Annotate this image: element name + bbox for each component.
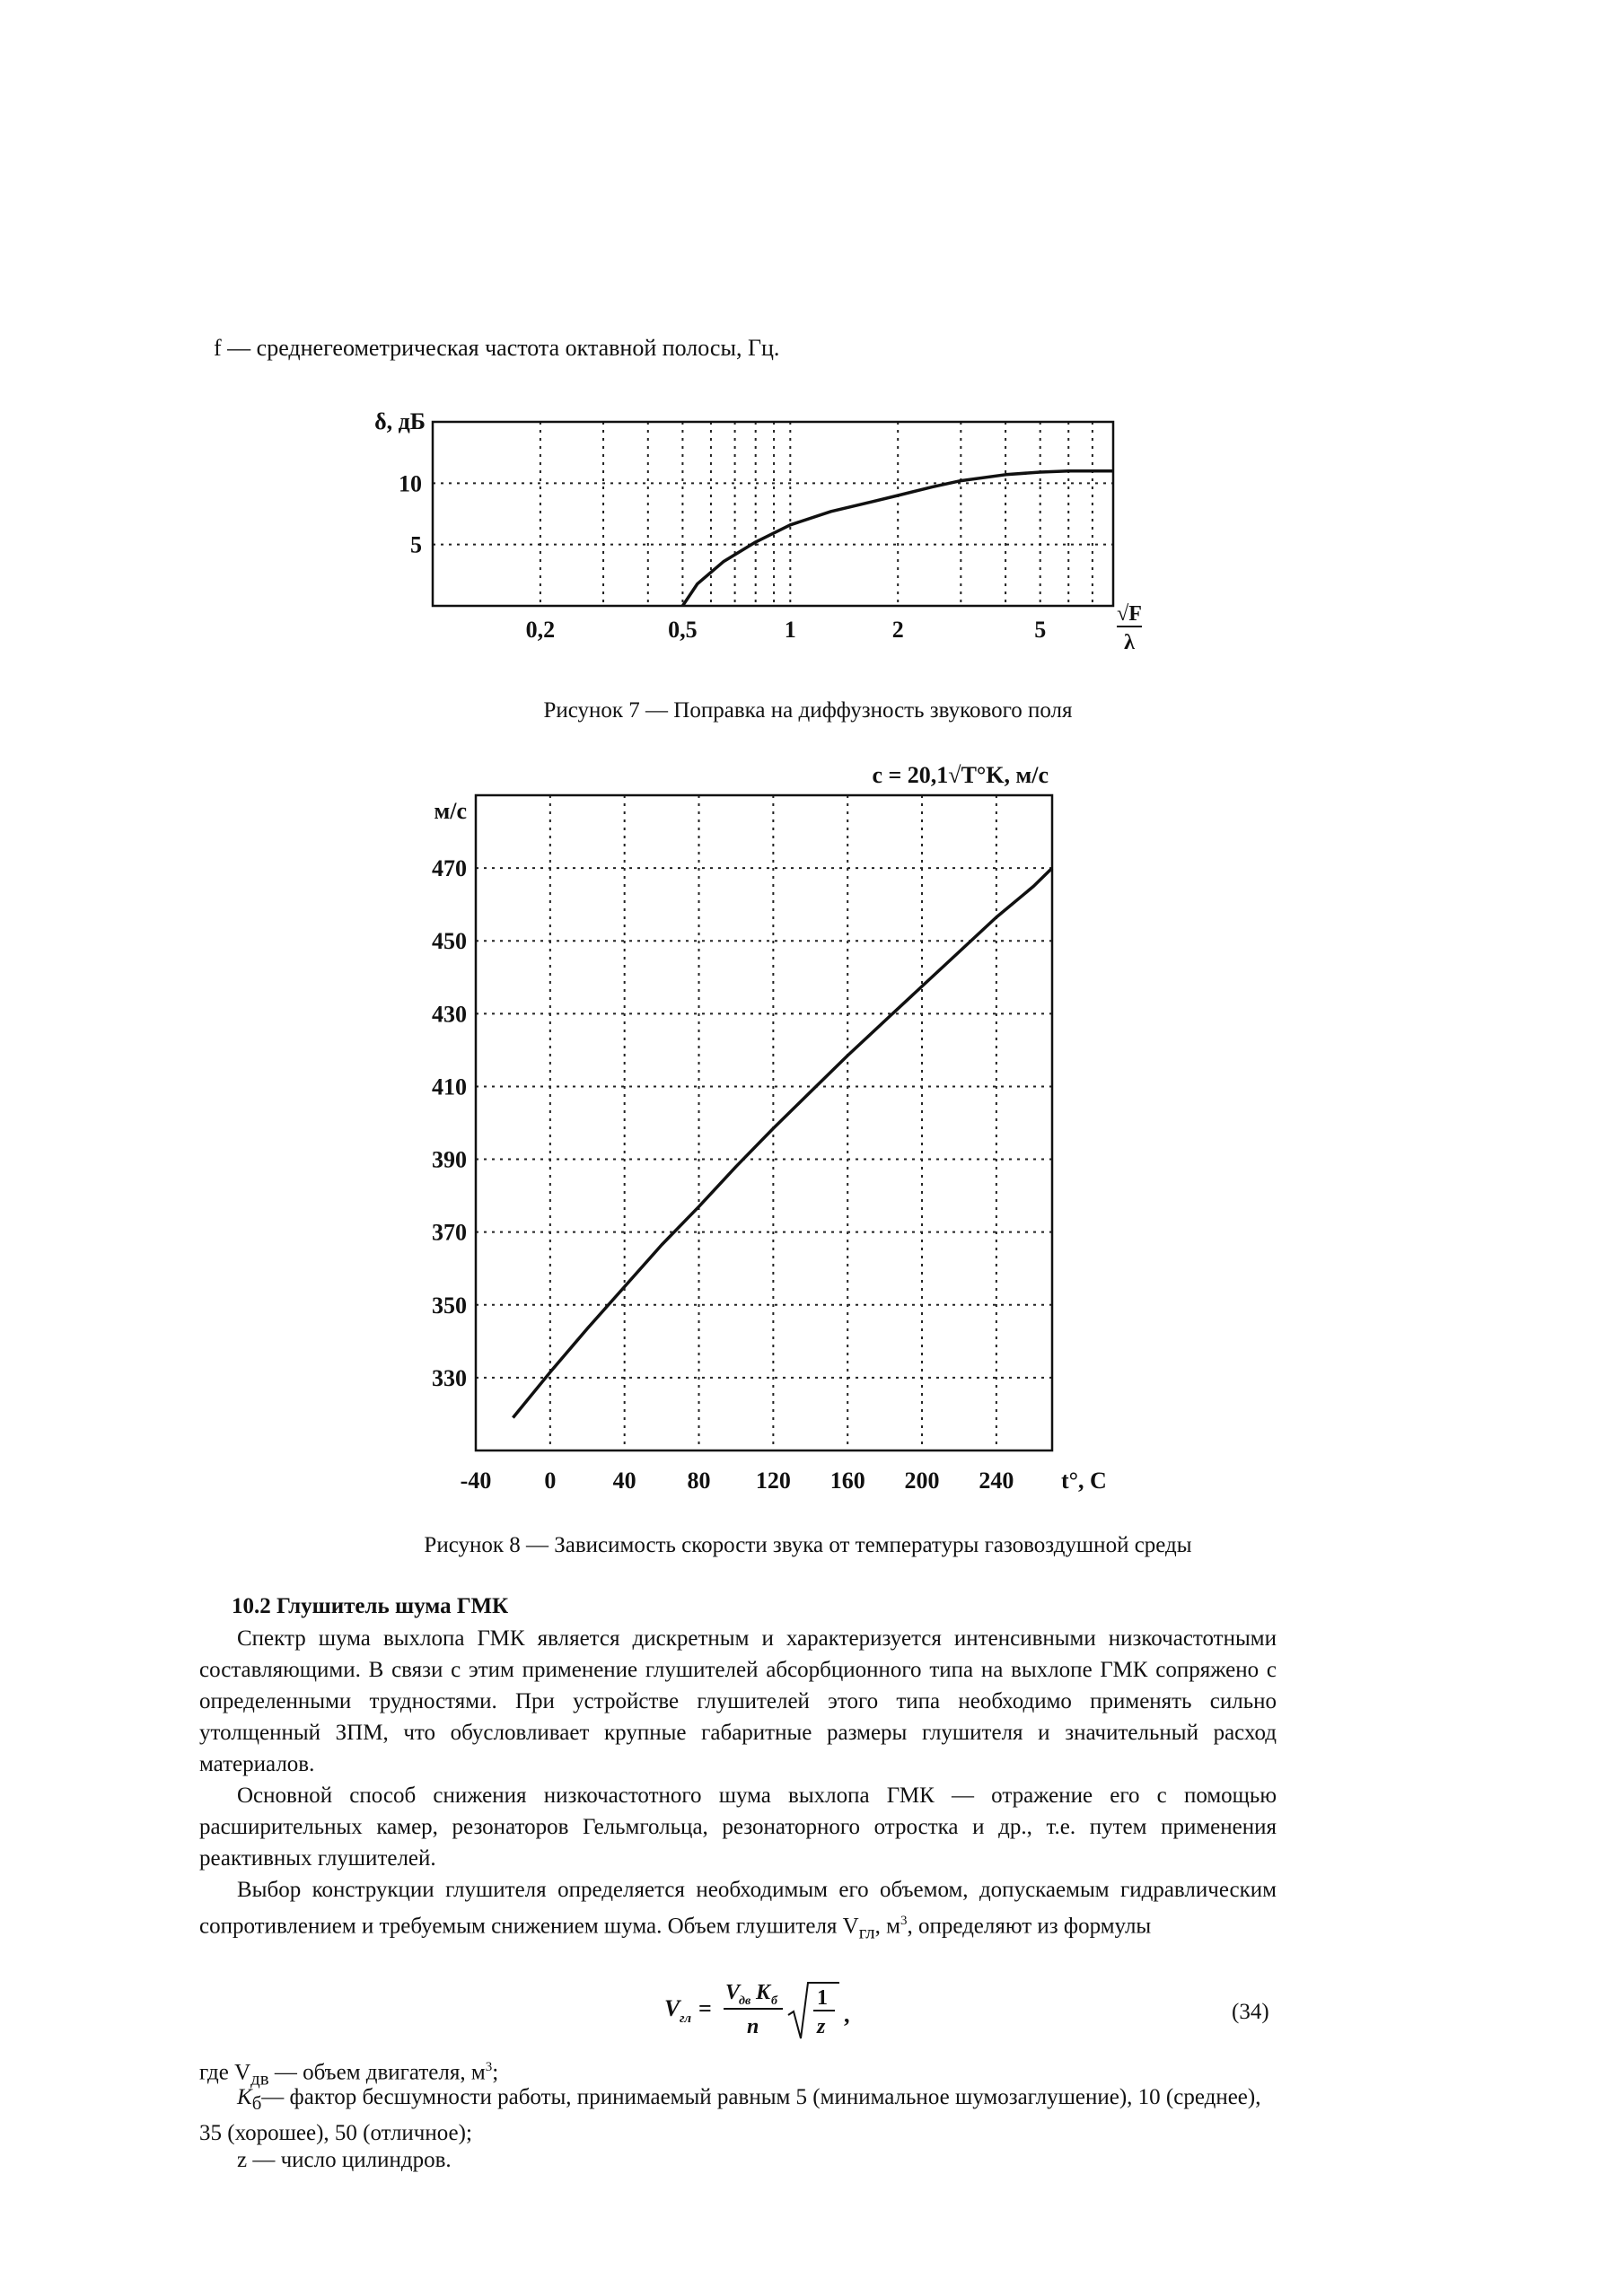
svg-text:1: 1	[817, 1986, 828, 2010]
plot-frame	[433, 422, 1113, 606]
section-heading: 10.2 Глушитель шума ГМК	[232, 1594, 509, 1618]
body-text	[199, 1623, 1277, 1948]
top-note: f — среднегеометрическая частота октавной полосы, Гц.	[214, 335, 780, 361]
x-tick-label: -40	[460, 1468, 492, 1494]
x-tick-label: 0,2	[525, 617, 556, 643]
equation-number: (34)	[1232, 2000, 1269, 2024]
paragraph-2: Основной способ снижения низкочастотного шума выхлопа ГМК — отражение его с помощью расширительных камер, резонаторов Гельмгольца, резонаторного отростка и др., т.е. путем применения реактивных глушителей.	[199, 1783, 1277, 1871]
svg-text:V: V	[725, 1981, 741, 2004]
figure-8-caption: Рисунок 8 — Зависимость скорости звука от температуры газовоздушной среды	[424, 1533, 1192, 1557]
x-tick-label: 1	[784, 617, 796, 643]
y-tick-label: 430	[432, 1001, 467, 1028]
x-axis-label: t°, C	[1061, 1468, 1107, 1494]
y-axis-label: м/с	[434, 798, 467, 824]
chart-formula-title: c = 20,1√T°K, м/c	[872, 762, 1049, 788]
x-axis-label-numerator: √F	[1117, 602, 1142, 626]
x-tick-label: 0,5	[668, 617, 698, 643]
formula-34	[655, 1970, 889, 2046]
svg-text:=: =	[698, 1995, 712, 2021]
x-tick-label: 160	[829, 1468, 865, 1494]
x-tick-label: 0	[544, 1468, 557, 1494]
svg-text:гл: гл	[680, 2011, 692, 2026]
y-tick-label: 10	[399, 470, 422, 497]
where-line: где $V_{дв}$ — объем двигателя, $м^3$;	[199, 2060, 499, 2090]
x-tick-label: 5	[1034, 617, 1047, 643]
y-tick-label: 350	[432, 1292, 467, 1319]
paragraph-1: Спектр шума выхлопа ГМК является дискретным и характеризуется интенсивными низкочастотными составляющими. В связи с этим применение глушителей абсорбционного типа на выхлопе ГМК сопряжено с определенными трудностями. При устройстве глушителей этого типа необходимо применять сильно утолщенный ЗПМ, что обусловливает крупные габаритные размеры глушителя и значительный расход материалов.	[199, 1626, 1277, 1776]
x-tick-label: 80	[687, 1468, 711, 1494]
z-definition: z — число цилиндров.	[237, 2148, 452, 2172]
x-tick-label: 240	[979, 1468, 1014, 1494]
paragraph-3: Выбор конструкции глушителя определяется необходимым его объемом, допускаемым гидравлическим сопротивлением и требуемым снижением шума. Объем глушителя $V_{гл}$, $м^3$, определяют из формулы	[199, 1878, 1277, 1943]
y-tick-label: 5	[410, 531, 422, 558]
svg-text:z: z	[817, 2015, 826, 2038]
y-tick-label: 390	[432, 1146, 467, 1173]
svg-text:K: K	[756, 1981, 771, 2004]
figure-7-chart	[359, 395, 1167, 673]
x-tick-label: 40	[612, 1468, 636, 1494]
y-tick-label: 450	[432, 928, 467, 955]
svg-text:,: ,	[844, 2002, 850, 2028]
plot-frame	[476, 795, 1052, 1450]
svg-text:n: n	[747, 2015, 759, 2038]
series-line	[513, 868, 1052, 1417]
y-tick-label: 410	[432, 1074, 467, 1100]
x-axis-label-denominator: λ	[1124, 631, 1135, 654]
x-tick-label: 200	[904, 1468, 940, 1494]
svg-text:дв: дв	[739, 1994, 751, 2008]
svg-text:V: V	[664, 1995, 680, 2021]
y-tick-label: 330	[432, 1364, 467, 1391]
y-tick-label: 470	[432, 855, 467, 882]
svg-text:б: б	[771, 1994, 777, 2008]
k-definition: $K_б—$ фактор бесшумности работы, принимаемый равным 5 (минимальное шумозаглушение), 10 (среднее), 35 (хорошее), 50 (отличное);	[199, 2085, 1261, 2145]
x-tick-label: 120	[755, 1468, 791, 1494]
figure-8-chart	[404, 752, 1122, 1506]
x-tick-label: 2	[891, 617, 904, 643]
y-tick-label: 370	[432, 1219, 467, 1246]
y-axis-label: δ, дБ	[374, 408, 426, 434]
figure-7-caption: Рисунок 7 — Поправка на диффузность звукового поля	[543, 698, 1073, 723]
